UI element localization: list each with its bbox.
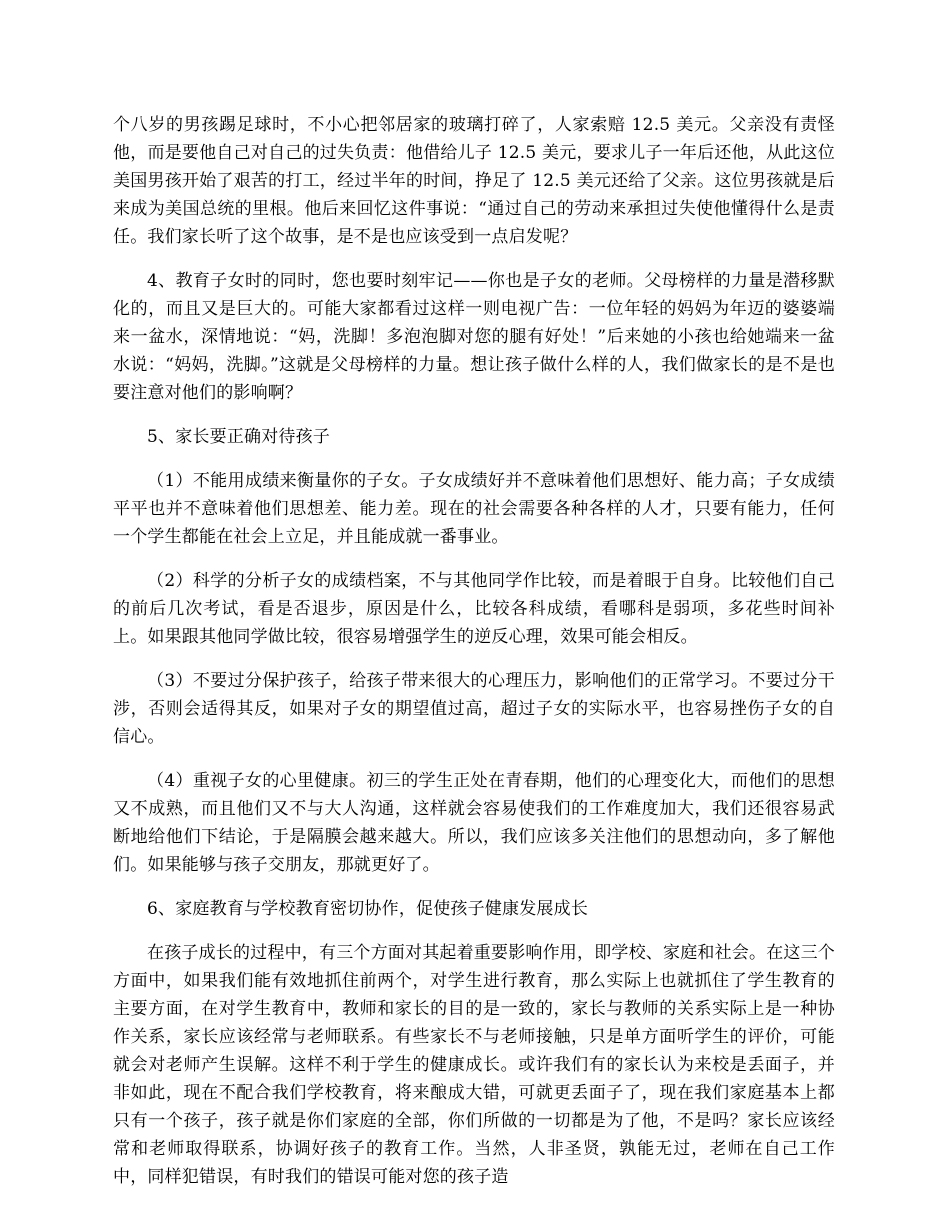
heading-point-5: 5、家长要正确对待孩子 [147, 427, 331, 447]
paragraph-point-6-body: 在孩子成长的过程中，有三个方面对其起着重要影响作用，即学校、家庭和社会。在这三个方面中，如果我们能有效地抓住前两个，对学生进行教育，那么实际上也就抓住了学生教育的主要方面，在对学生教育中，教师和家长的目的是一致的，家长与教师的关系实际上是一种协作关系，家长应该经常与老师联系。有些家长不与老师接触，只是单方面听学生的评价，可能就会对老师产生误解。这样不利于学生的健康成长。或许我们有的家长认为来校是丢面子，并非如此，现在不配合我们学校教育，将来酿成大错，可就更丢面子了，现在我们家庭基本上都只有一个孩子，孩子就是你们家庭的全部，你们所做的一切都是为了他，不是吗？家长应该经常和老师取得联系，协调好孩子的教育工作。当然，人非圣贤，孰能无过，老师在自己工作中，同样犯错误，有时我们的错误可能对您的孩子造 [113, 943, 835, 1187]
paragraph-point-4: 4、教育子女时的同时，您也要时刻牢记——你也是子女的老师。父母榜样的力量是潜移默化的，而且又是巨大的。可能大家都看过这样一则电视广告：一位年轻的妈妈为年迈的婆婆端来一盆水，深情地说：“妈，洗脚！多泡泡脚对您的腿有好处！”后来她的小孩也给她端来一盆水说：“妈妈，洗脚。”这就是父母榜样的力量。想让孩子做什么样的人，我们做家长的是不是也要注意对他们的影响啊？ [113, 271, 835, 403]
paragraph-point-5-1: （1）不能用成绩来衡量你的子女。子女成绩好并不意味着他们思想好、能力高；子女成绩平平也并不意味着他们思想差、能力差。现在的社会需要各种各样的人才，只要有能力，任何一个学生都能在社会上立足，并且能成就一番事业。 [113, 471, 835, 547]
document-page [113, 111, 835, 1191]
paragraph-point-5-3: （3）不要过分保护孩子，给孩子带来很大的心理压力，影响他们的正常学习。不要过分干涉，否则会适得其反，如果对子女的期望值过高，超过子女的实际水平，也容易挫伤子女的自信心。 [113, 671, 835, 747]
paragraph-reagan-story: 个八岁的男孩踢足球时，不小心把邻居家的玻璃打碎了，人家索赔 12.5 美元。父亲没有责怪他，而是要他自己对自己的过失负责：他借给儿子 12.5 美元，要求儿子一年后还他，从此这位美国男孩开始了艰苦的打工，经过半年的时间，挣足了 12.5 美元还给了父亲。这位男孩就是后来成为美国总统的里根。他后来回忆这件事说：“通过自己的劳动来承担过失使他懂得什么是责任。我们家长听了这个故事，是不是也应该受到一点启发呢？ [113, 115, 835, 247]
paragraph-point-5-2: （2）科学的分析子女的成绩档案，不与其他同学作比较，而是着眼于自身。比较他们自己的前后几次考试，看是否退步，原因是什么，比较各科成绩，看哪科是弱项，多花些时间补上。如果跟其他同学做比较，很容易增强学生的逆反心理，效果可能会相反。 [113, 571, 835, 647]
paragraph-point-5-4: （4）重视子女的心里健康。初三的学生正处在青春期，他们的心理变化大，而他们的思想又不成熟，而且他们又不与大人沟通，这样就会容易使我们的工作难度加大，我们还很容易武断地给他们下结论，于是隔膜会越来越大。所以，我们应该多关注他们的思想动向，多了解他们。如果能够与孩子交朋友，那就更好了。 [113, 771, 835, 875]
heading-point-6: 6、家庭教育与学校教育密切协作，促使孩子健康发展成长 [147, 899, 589, 919]
